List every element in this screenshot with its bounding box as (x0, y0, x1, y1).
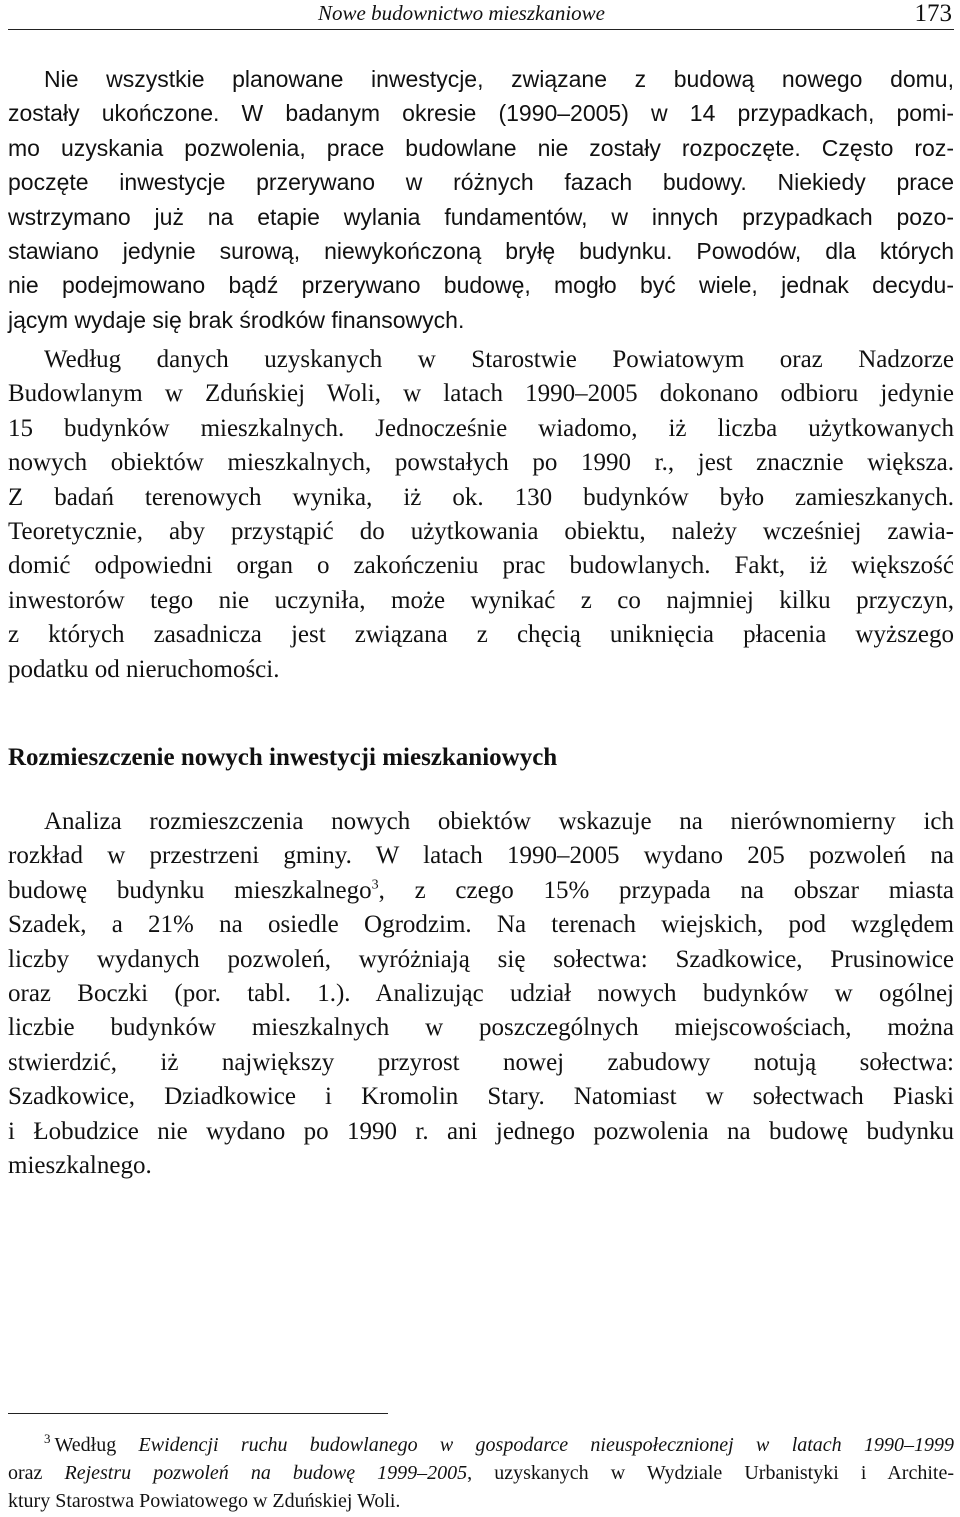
text-line: stawiano jedynie surową, niewykończoną bryłę budynku. Powodów, dla których (8, 238, 954, 265)
source-title-italic: Rejestru pozwoleń na budowę 1999–2005 (64, 1462, 468, 1484)
text-line: rozkład w przestrzeni gminy. W latach 1990–2005 wydano 205 pozwoleń na (8, 842, 954, 870)
footnote-line: ktury Starostwa Powiatowego w Zduńskiej Woli. (8, 1490, 401, 1512)
text-line: Według danych uzyskanych w Starostwie Powiatowym oraz Nadzorze (44, 346, 954, 373)
footnote-divider (8, 1413, 388, 1414)
footnote-reference[interactable]: 3 (371, 877, 379, 893)
footnote-line (8, 1431, 954, 1459)
text-fragment: , z czego 15% przypada na obszar miasta (378, 876, 954, 904)
text-line: z których zasadnicza jest związana z chęcią uniknięcia płacenia wyższego (8, 621, 954, 649)
text-line: liczby wydanych pozwoleń, wyróżniają się sołectwa: Szadkowice, Prusinowice (8, 945, 954, 973)
text-line: Szadek, a 21% na osiedle Ogrodzim. Na terenach wiejskich, pod względem (8, 911, 954, 939)
text-line: i Łobudzice nie wydano po 1990 r. ani jednego pozwolenia na budowę budynku (8, 1117, 954, 1145)
text-line: liczbie budynków mieszkalnych w poszczególnych miejscowościach, można (8, 1014, 954, 1042)
footnote-line (8, 1459, 954, 1487)
text-line: oraz Boczki (por. tabl. 1.). Analizując udział nowych budynków w ogólnej (8, 980, 954, 1008)
text-line: mieszkalnego. (8, 1152, 152, 1180)
paragraph-2 (8, 343, 954, 687)
text-line: Analiza rozmieszczenia nowych obiektów wskazuje na nierównomierny ich (44, 808, 954, 835)
text-line: mo uzyskania pozwolenia, prace budowlane nie zostały rozpoczęte. Często roz- (8, 134, 954, 161)
paragraph-3 (8, 805, 954, 1183)
paragraph-1 (8, 62, 954, 337)
text-line: Budowlanym w Zduńskiej Woli, w latach 1990–2005 dokonano odbioru jedynie (8, 380, 954, 408)
page-header (8, 0, 954, 30)
running-title: Nowe budownictwo mieszkaniowe (318, 1, 605, 25)
text-line: domić odpowiedni organ o zakończeniu prac budowlanych. Fakt, iż większość (8, 552, 954, 580)
text-line: inwestorów tego nie uczyniła, może wynikać z co najmniej kilku przyczyn, (8, 586, 954, 614)
source-title-italic: Ewidencji ruchu budowlanego w gospodarce nieuspołecznionej w latach 1990–1999 (138, 1434, 954, 1456)
text-fragment: Według (54, 1434, 139, 1456)
text-line-with-footnote-ref (8, 874, 954, 908)
text-line: Szadkowice, Dziadkowice i Kromolin Stary. Natomiast w sołectwach Piaski (8, 1083, 954, 1111)
text-line: podatku od nieruchomości. (8, 655, 280, 683)
text-fragment: oraz (8, 1462, 65, 1484)
text-line: nowych obiektów mieszkalnych, powstałych po 1990 r., jest znacznie większa. (8, 449, 954, 477)
text-fragment: , uzyskanych w Wydziale Urbanistyki i Archite- (467, 1462, 954, 1484)
section-heading: Rozmieszczenie nowych inwestycji mieszkaniowych (8, 744, 558, 771)
text-line: wstrzymano już na etapie wylania fundamentów, w innych przypadkach pozo- (8, 203, 954, 230)
text-line: 15 budynków mieszkalnych. Jednocześnie wiadomo, iż liczba użytkowanych (8, 414, 954, 442)
footnote (8, 1431, 954, 1515)
text-fragment: budowę budynku mieszkalnego (8, 876, 372, 904)
footnote-number: 3 (44, 1431, 51, 1447)
text-line: poczęte inwestycje przerywano w różnych fazach budowy. Niekiedy prace (8, 169, 954, 196)
text-line: Nie wszystkie planowane inwestycje, związane z budową nowego domu, (44, 66, 954, 92)
text-line: jącym wydaje się brak środków finansowych. (8, 306, 465, 333)
text-line: stwierdzić, iż największy przyrost nowej zabudowy notują sołectwa: (8, 1048, 954, 1076)
text-line: Teoretycznie, aby przystąpić do użytkowania obiektu, należy wcześniej zawia- (8, 518, 954, 546)
text-line: nie podejmowano bądź przerywano budowę, mogło być wiele, jednak decydu- (8, 272, 954, 299)
page-number: 173 (914, 0, 952, 27)
text-line: zostały ukończone. W badanym okresie (1990–2005) w 14 przypadkach, pomi- (8, 100, 954, 127)
text-line: Z badań terenowych wynika, iż ok. 130 budynków było zamieszkanych. (8, 483, 954, 511)
